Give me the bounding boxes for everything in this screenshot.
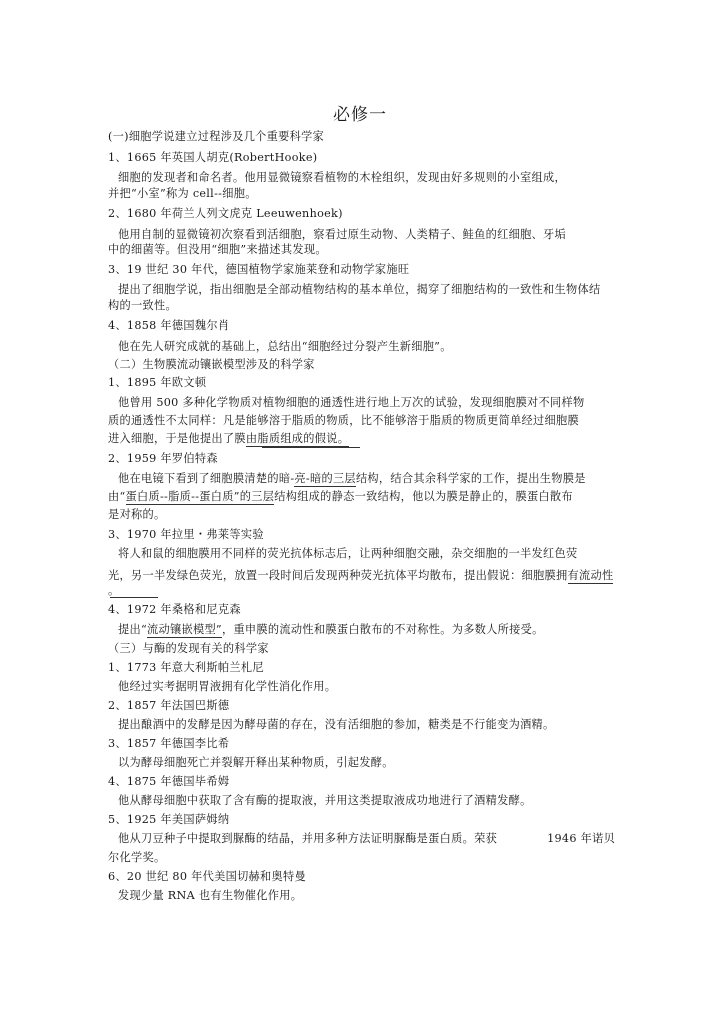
item-heading: 4、1875 年德国毕希姆 (108, 775, 230, 788)
underlined-text: 有流动性 (567, 569, 614, 582)
underline-rule (262, 447, 360, 448)
text-run: ，重申膜的流动性和膜蛋白散布的不对称性。为多数人所接受。 (221, 623, 544, 636)
text-run: 由“ (108, 490, 126, 503)
paragraph-line: 发现少量 RNA 也有生物催化作用。 (118, 889, 303, 902)
paragraph-line: 。 (108, 584, 120, 597)
paragraph-line: 他经过实考据明胃液拥有化学性消化作用。 (118, 680, 337, 693)
paragraph-line: 是对称的。 (108, 508, 166, 521)
paragraph-line (108, 569, 613, 583)
page-title: 必修一 (333, 105, 387, 125)
underlined-text: 蛋白质--脂质--蛋白质”的三层 (125, 490, 275, 503)
paragraph-line: 提出酿酒中的发酵是因为酵母菌的存在，没有活细胞的参加，糖类是不行能变为酒精。 (118, 718, 555, 731)
paragraph-line: 质的通透性不太同样：凡是能够溶于脂质的物质，比不能够溶于脂质的物质更简单经过细胞膜 (108, 414, 579, 427)
paragraph-line: 尔化学奖。 (108, 851, 166, 864)
paragraph-line: 细胞的发现者和命名者。他用显微镜察看植物的木栓组织，发现由好多规则的小室组成， (118, 171, 567, 184)
item-heading: 5、1925 年美国萨姆纳 (108, 813, 230, 826)
section-heading-1: (一)细胞学说建立过程涉及几个重要科学家 (108, 130, 325, 143)
section-heading-3: （三）与酶的发现有关的科学家 (108, 642, 269, 655)
underlined-text: 由脂质组成的假说。 (245, 432, 350, 445)
paragraph-line: 构的一致性。 (108, 299, 177, 312)
item-heading: 1、1773 年意大利斯帕兰札尼 (108, 661, 264, 674)
item-heading: 3、1970 年拉里・弗莱等实验 (108, 528, 264, 541)
text-run: 他在电镜下看到了细胞膜清楚的暗- (118, 472, 295, 485)
item-heading: 4、1972 年桑格和尼克森 (108, 603, 241, 616)
item-heading: 1、1665 年英国人胡克(RobertHooke) (108, 151, 318, 164)
item-heading: 6、20 世纪 80 年代美国切赫和奥特曼 (108, 870, 306, 883)
section-heading-2: （二）生物膜流动镶嵌模型涉及的科学家 (108, 358, 315, 371)
paragraph-line: 中的细菌等。但没用“细胞”来描述其发现。 (108, 243, 327, 256)
paragraph-line: 并把“小室”称为 cell--细胞。 (108, 187, 257, 200)
text-run: 他从刀豆种子中提取到脲酶的结晶，并用多种方法证明脲酶是蛋白质。荣获 (118, 832, 498, 845)
paragraph-line: 他从酵母细胞中获取了含有酶的提取液，并用这类提取液成功地进行了酒精发酵。 (118, 794, 532, 807)
text-run: 光，另一半发绿色荧光，放置一段时间后发现两种荧光抗体平均散布，提出假说：细胞膜拥 (108, 569, 568, 582)
paragraph-line (118, 472, 586, 486)
paragraph-line: 他曾用 500 多种化学物质对植物细胞的通透性进行地上万次的试验，发现细胞膜对不同样物 (118, 396, 585, 409)
item-heading: 2、1857 年法国巴斯德 (108, 699, 230, 712)
item-heading: 2、1680 年荷兰人列文虎克 Leeuwenhoek) (108, 207, 343, 220)
item-heading: 3、1857 年德国李比希 (108, 737, 230, 750)
text-run: 进入细胞，于是他提出了膜 (108, 432, 246, 445)
paragraph-line: 他在先人研究成就的基础上，总结出“细胞经过分裂产生新细胞”。 (118, 340, 452, 353)
underlined-text: 流动镶嵌模型” (147, 623, 222, 636)
item-heading: 4、1858 年德国魏尔肖 (108, 319, 230, 332)
paragraph-line: 将人和鼠的细胞膜用不同样的荧光抗体标志后，让两种细胞交融，杂交细胞的一半发红色荧 (118, 547, 578, 560)
underline-rule (110, 597, 158, 598)
paragraph-line: 以为酵母细胞死亡并裂解开释出某种物质，引起发酵。 (118, 756, 394, 769)
item-heading: 3、19 世纪 30 年代，德国植物学家施莱登和动物学家施旺 (108, 263, 410, 276)
paragraph-line: 他用自制的显微镜初次察看到活细胞，察看过原生动物、人类精子、鲑鱼的红细胞、牙垢 (118, 228, 567, 241)
paragraph-line: 提出了细胞学说，指出细胞是全部动植物结构的基本单位，揭穿了细胞结构的一致性和生物体结 (118, 283, 601, 296)
text-run: 提出“ (118, 623, 147, 636)
paragraph-line (118, 832, 615, 846)
item-heading: 2、1959 年罗伯特森 (108, 452, 218, 465)
paragraph-line (118, 623, 544, 637)
underlined-text: 亮-暗的三层 (294, 472, 356, 485)
paragraph-line (108, 490, 573, 504)
item-heading: 1、1895 年欧文顿 (108, 376, 207, 389)
text-run: 1946 年诺贝 (547, 832, 616, 845)
text-run: 结构组成的静态一致结构，他以为膜是静止的，膜蛋白散布 (274, 490, 573, 503)
paragraph-line (108, 432, 349, 446)
text-run: 结构，结合其余科学家的工作，提出生物膜是 (355, 472, 586, 485)
